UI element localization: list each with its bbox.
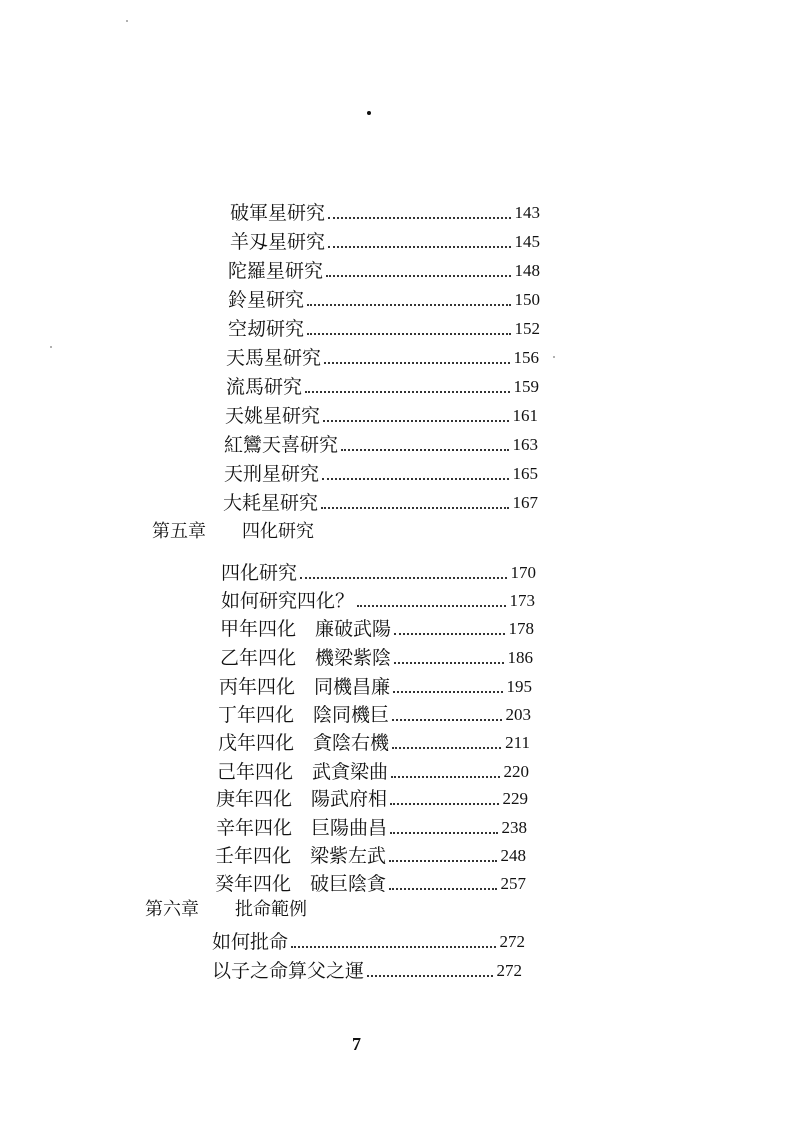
dot-leader	[389, 888, 496, 890]
toc-entry-page: 178	[508, 619, 534, 638]
toc-entry	[230, 200, 540, 226]
toc-entry-page: 238	[501, 818, 527, 837]
toc-entry-page: 156	[513, 348, 539, 367]
toc-entry	[226, 374, 539, 400]
toc-entry-title: 四化研究	[221, 562, 298, 584]
dot-leader	[389, 860, 496, 862]
dot-leader	[357, 605, 505, 607]
toc-entry-title: 辛年四化 巨陽曲昌	[216, 817, 388, 839]
toc-entry-title: 鈴星研究	[228, 289, 305, 311]
dot-leader	[394, 633, 504, 635]
toc-entry-page: 220	[503, 762, 529, 781]
toc-entry-title: 乙年四化 機梁紫陰	[220, 647, 392, 669]
toc-entry-page: 167	[512, 493, 538, 512]
dot-leader	[391, 776, 499, 778]
chapter-heading	[145, 896, 307, 924]
chapter-number: 第五章	[152, 521, 206, 542]
toc-entry-title: 壬年四化 梁紫左武	[215, 845, 387, 867]
dot-leader	[390, 803, 498, 805]
toc-entry	[221, 588, 535, 614]
scan-speck	[553, 356, 555, 358]
toc-entry-page: 211	[505, 733, 530, 752]
toc-entry-title: 己年四化 武貪梁曲	[217, 761, 389, 783]
toc-entry-page: 170	[510, 563, 536, 582]
dot-leader	[307, 304, 510, 306]
scan-speck	[126, 20, 128, 22]
top-ink-dot	[367, 111, 371, 115]
toc-entry-page: 272	[499, 932, 525, 951]
dot-leader	[300, 577, 506, 579]
page-number: 7	[352, 1034, 361, 1054]
toc-entry-page: 272	[496, 961, 522, 980]
toc-entry-page: 186	[507, 648, 533, 667]
toc-entry-page: 143	[514, 203, 540, 222]
toc-entry	[228, 316, 540, 342]
chapter-heading	[152, 518, 314, 546]
toc-entry	[221, 560, 536, 586]
toc-entry	[217, 759, 529, 785]
chapter-number: 第六章	[145, 899, 199, 920]
toc-entry-title: 天馬星研究	[226, 347, 322, 369]
toc-entry-title: 如何研究四化？	[221, 590, 355, 612]
toc-entry-page: 150	[514, 290, 540, 309]
toc-entry-title: 羊刄星研究	[230, 231, 326, 253]
dot-leader	[328, 217, 510, 219]
toc-entry	[220, 645, 533, 671]
dot-leader	[305, 391, 509, 393]
toc-entry-page: 165	[512, 464, 538, 483]
toc-entry-page: 163	[512, 435, 538, 454]
toc-entry	[223, 490, 538, 516]
dot-leader	[321, 507, 508, 509]
dot-leader	[390, 832, 497, 834]
dot-leader	[324, 362, 509, 364]
toc-entry-title: 甲年四化 廉破武陽	[220, 618, 392, 640]
toc-entry-page: 257	[500, 874, 526, 893]
toc-entry-title: 空刼研究	[228, 318, 305, 340]
dot-leader	[394, 662, 503, 664]
dot-leader	[392, 747, 501, 749]
dot-leader	[392, 719, 501, 721]
toc-entry-title: 丙年四化 同機昌廉	[219, 676, 391, 698]
toc-entry-title: 癸年四化 破巨陰貪	[215, 873, 387, 895]
toc-entry-page: 195	[506, 677, 532, 696]
toc-entry-page: 248	[500, 846, 526, 865]
toc-entry	[216, 815, 527, 841]
toc-entry-page: 152	[514, 319, 540, 338]
chapter-title: 四化研究	[242, 521, 314, 542]
toc-entry-page: 203	[505, 705, 531, 724]
toc-entry	[226, 345, 539, 371]
toc-entry	[219, 674, 532, 700]
toc-entry	[216, 786, 528, 812]
toc-entry-title: 丁年四化 陰同機巨	[218, 704, 390, 726]
toc-entry-page: 159	[513, 377, 539, 396]
toc-entry	[215, 871, 526, 897]
toc-entry-page: 229	[502, 789, 528, 808]
chapter-title: 批命範例	[235, 899, 307, 920]
toc-entry	[218, 730, 530, 756]
toc-entry-title: 天刑星研究	[224, 463, 320, 485]
toc-entry-page: 145	[514, 232, 540, 251]
toc-entry-title: 天姚星研究	[225, 405, 321, 427]
toc-entry-title: 庚年四化 陽武府相	[216, 788, 388, 810]
dot-leader	[367, 975, 492, 977]
toc-entry-page: 161	[512, 406, 538, 425]
toc-entry-page: 173	[509, 591, 535, 610]
dot-leader	[291, 946, 495, 948]
toc-entry-title: 流馬研究	[226, 376, 303, 398]
toc-entry-page: 148	[514, 261, 540, 280]
toc-entry-title: 陀羅星研究	[228, 260, 324, 282]
toc-entry-title: 如何批命	[212, 931, 289, 953]
toc-entry-title: 戊年四化 貪陰右機	[218, 732, 390, 754]
toc-entry	[212, 958, 522, 984]
dot-leader	[322, 478, 508, 480]
dot-leader	[307, 333, 510, 335]
toc-entry	[230, 229, 540, 255]
toc-entry-title: 大耗星研究	[223, 492, 319, 514]
scan-speck	[50, 346, 52, 348]
toc-entry	[224, 432, 538, 458]
toc-entry	[218, 702, 531, 728]
toc-entry	[224, 461, 538, 487]
dot-leader	[341, 449, 508, 451]
toc-entry-title: 紅鸞天喜研究	[224, 434, 339, 456]
dot-leader	[326, 275, 510, 277]
toc-entry	[212, 929, 525, 955]
toc-entry	[228, 287, 540, 313]
dot-leader	[328, 246, 510, 248]
toc-entry-title: 以子之命算父之運	[212, 960, 365, 982]
toc-entry-title: 破軍星研究	[230, 202, 326, 224]
toc-entry	[228, 258, 540, 284]
toc-entry	[220, 616, 534, 642]
dot-leader	[393, 691, 502, 693]
dot-leader	[323, 420, 508, 422]
toc-entry	[215, 843, 526, 869]
toc-entry	[225, 403, 538, 429]
